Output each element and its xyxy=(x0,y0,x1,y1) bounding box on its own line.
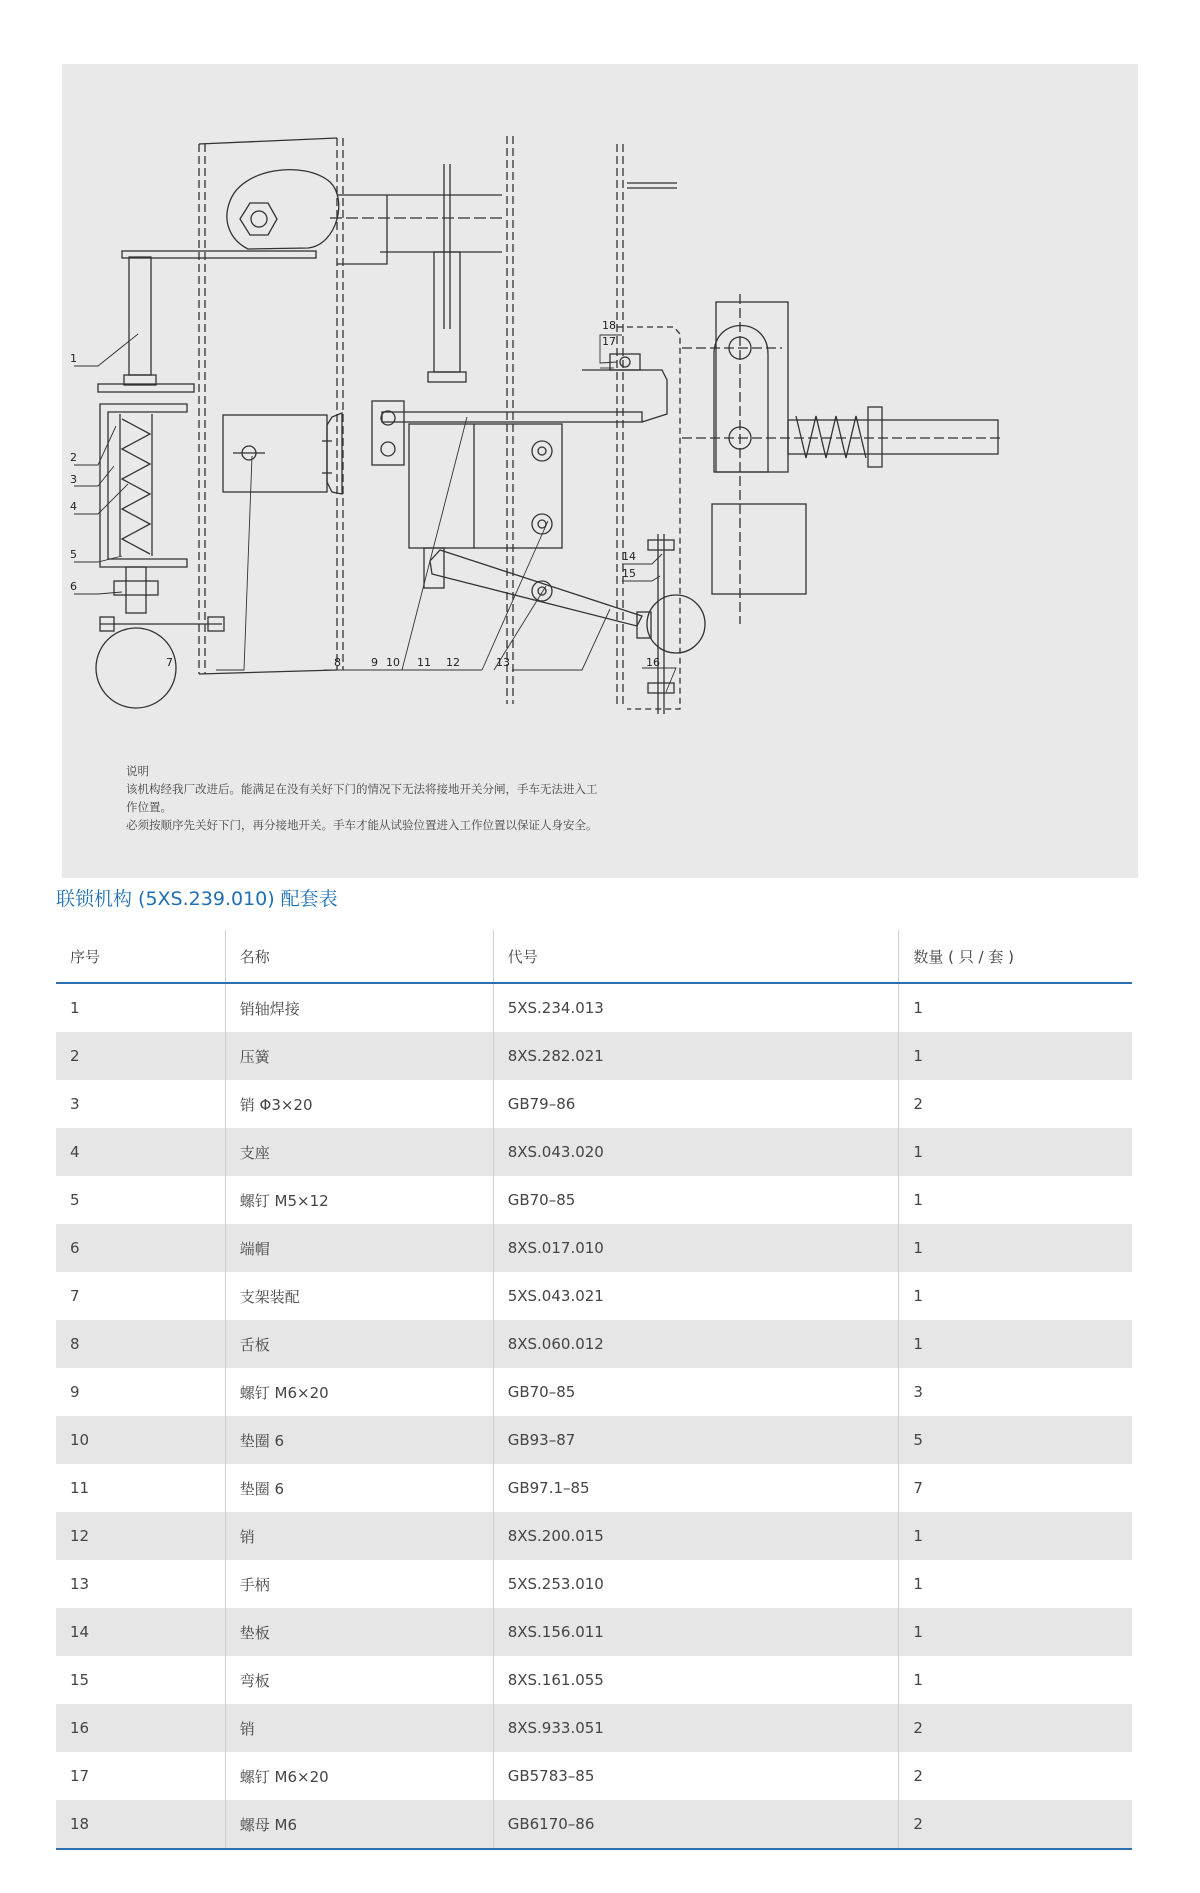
cell-code: GB97.1–85 xyxy=(493,1464,899,1512)
table-row xyxy=(56,1224,1132,1272)
cell-quantity: 2 xyxy=(899,1800,1132,1849)
cell-index: 10 xyxy=(56,1416,225,1464)
cell-index: 11 xyxy=(70,1479,90,1497)
callout-numbers xyxy=(70,319,660,669)
table-row xyxy=(56,1608,1132,1656)
callout-2: 2 xyxy=(70,451,77,464)
table-row xyxy=(56,1464,1132,1512)
cell-code: 5XS.253.010 xyxy=(493,1560,899,1608)
cell-name: 销 xyxy=(225,1512,493,1560)
table-row xyxy=(56,1656,1132,1704)
cell-code: 8XS.161.055 xyxy=(493,1656,899,1704)
cell-name: 螺钉 M5×12 xyxy=(225,1176,493,1224)
notes-line-3: 必须按顺序先关好下门，再分接地开关。手车才能从试验位置进入工作位置以保证人身安全。 xyxy=(126,818,598,832)
table-row xyxy=(56,1176,1132,1224)
technical-drawing-panel xyxy=(62,64,1138,878)
cell-index: 1 xyxy=(70,999,80,1017)
cell-name: 支架装配 xyxy=(225,1272,493,1320)
cell-code: 8XS.156.011 xyxy=(493,1608,899,1656)
cell-index: 8 xyxy=(56,1320,225,1368)
callout-1: 1 xyxy=(70,352,77,365)
cell-quantity: 1 xyxy=(899,1656,1132,1704)
interlock-mechanism-drawing xyxy=(62,64,1138,878)
callout-12: 12 xyxy=(446,656,460,669)
cell-code: 8XS.060.012 xyxy=(493,1320,899,1368)
table-row xyxy=(56,1752,1132,1800)
table-row xyxy=(56,1320,1132,1368)
drawing-notes xyxy=(126,762,746,834)
cell-quantity: 1 xyxy=(899,1224,1132,1272)
cell-name: 销轴焊接 xyxy=(225,983,493,1032)
callout-8: 8 xyxy=(334,656,341,669)
callout-15: 15 xyxy=(622,567,636,580)
parts-table xyxy=(56,930,1132,1850)
table-row xyxy=(56,1368,1132,1416)
callout-16: 16 xyxy=(646,656,660,669)
callout-7: 7 xyxy=(166,656,173,669)
cell-quantity: 1 xyxy=(899,1560,1132,1608)
cell-code: GB70–85 xyxy=(493,1368,899,1416)
cell-index: 18 xyxy=(56,1800,225,1849)
table-row xyxy=(56,1704,1132,1752)
cell-quantity: 1 xyxy=(899,1272,1132,1320)
cell-index: 7 xyxy=(70,1287,80,1305)
cell-code: 8XS.200.015 xyxy=(493,1512,899,1560)
table-row xyxy=(56,1416,1132,1464)
callout-18: 18 xyxy=(602,319,616,332)
cell-index: 13 xyxy=(70,1575,90,1593)
cell-name: 垫圈 6 xyxy=(225,1416,493,1464)
callout-6: 6 xyxy=(70,580,77,593)
callout-11: 11 xyxy=(417,656,431,669)
right-view xyxy=(682,294,1002,624)
cell-name: 垫圈 6 xyxy=(225,1464,493,1512)
cell-quantity: 1 xyxy=(899,1128,1132,1176)
cell-code: GB79–86 xyxy=(493,1080,899,1128)
cell-code: 8XS.282.021 xyxy=(493,1032,899,1080)
leader-lines xyxy=(74,334,676,692)
notes-heading: 说明 xyxy=(126,764,149,778)
cell-name: 销 xyxy=(225,1704,493,1752)
callout-14: 14 xyxy=(622,550,636,563)
cell-name: 端帽 xyxy=(225,1224,493,1272)
cell-quantity: 1 xyxy=(899,1320,1132,1368)
cell-index: 4 xyxy=(56,1128,225,1176)
cell-code: 8XS.017.010 xyxy=(493,1224,899,1272)
table-row xyxy=(56,1800,1132,1849)
notes-line-1: 该机构经我厂改进后。能满足在没有关好下门的情况下无法将接地开关分闸，手车无法进入工 xyxy=(126,782,598,796)
table-row xyxy=(56,1128,1132,1176)
callout-4: 4 xyxy=(70,500,77,513)
cell-name: 舌板 xyxy=(225,1320,493,1368)
cell-index: 9 xyxy=(70,1383,80,1401)
cell-code: GB5783–85 xyxy=(493,1752,899,1800)
left-assembly xyxy=(96,138,343,708)
cell-name: 弯板 xyxy=(225,1656,493,1704)
cell-index: 14 xyxy=(56,1608,225,1656)
cell-index: 12 xyxy=(56,1512,225,1560)
middle-assembly xyxy=(330,136,705,714)
cell-quantity: 2 xyxy=(899,1704,1132,1752)
cell-name: 螺钉 M6×20 xyxy=(225,1752,493,1800)
header-name: 名称 xyxy=(225,930,493,983)
cell-quantity: 2 xyxy=(899,1080,1132,1128)
cell-index: 15 xyxy=(70,1671,90,1689)
cell-index: 6 xyxy=(56,1224,225,1272)
table-header-row xyxy=(56,930,1132,983)
cell-code: 8XS.043.020 xyxy=(493,1128,899,1176)
table-row xyxy=(56,983,1132,1032)
cell-code: GB93–87 xyxy=(493,1416,899,1464)
callout-10: 10 xyxy=(386,656,400,669)
cell-name: 销 Φ3×20 xyxy=(225,1080,493,1128)
header-quantity: 数量 ( 只 / 套 ) xyxy=(899,930,1132,983)
header-index: 序号 xyxy=(56,930,225,983)
cell-name: 螺钉 M6×20 xyxy=(225,1368,493,1416)
cell-code: 8XS.933.051 xyxy=(493,1704,899,1752)
cell-quantity: 1 xyxy=(899,1512,1132,1560)
callout-13: 13 xyxy=(496,656,510,669)
callout-17: 17 xyxy=(602,335,616,348)
cell-code: 5XS.234.013 xyxy=(493,983,899,1032)
cell-index: 5 xyxy=(70,1191,80,1209)
cell-quantity: 7 xyxy=(899,1464,1132,1512)
header-code: 代号 xyxy=(493,930,899,983)
cell-name: 压簧 xyxy=(225,1032,493,1080)
cell-quantity: 2 xyxy=(899,1752,1132,1800)
cell-quantity: 3 xyxy=(899,1368,1132,1416)
callout-3: 3 xyxy=(70,473,77,486)
cell-quantity: 1 xyxy=(899,983,1132,1032)
cell-name: 支座 xyxy=(225,1128,493,1176)
parts-table-body xyxy=(56,983,1132,1849)
table-row xyxy=(56,1560,1132,1608)
table-row xyxy=(56,1272,1132,1320)
cell-name: 垫板 xyxy=(225,1608,493,1656)
cell-quantity: 5 xyxy=(899,1416,1132,1464)
cell-name: 手柄 xyxy=(225,1560,493,1608)
cell-code: GB70–85 xyxy=(493,1176,899,1224)
cell-quantity: 1 xyxy=(899,1608,1132,1656)
notes-line-2: 作位置。 xyxy=(126,800,172,814)
cell-quantity: 1 xyxy=(899,1032,1132,1080)
callout-9: 9 xyxy=(371,656,378,669)
cell-name: 螺母 M6 xyxy=(225,1800,493,1849)
table-row xyxy=(56,1080,1132,1128)
cell-code: 5XS.043.021 xyxy=(493,1272,899,1320)
cell-index: 3 xyxy=(70,1095,80,1113)
cell-index: 2 xyxy=(56,1032,225,1080)
cell-code: GB6170–86 xyxy=(493,1800,899,1849)
table-row xyxy=(56,1032,1132,1080)
cell-index: 17 xyxy=(70,1767,90,1785)
table-title: 联锁机构 (5XS.239.010) 配套表 xyxy=(56,888,338,910)
table-row xyxy=(56,1512,1132,1560)
cell-index: 16 xyxy=(56,1704,225,1752)
cell-quantity: 1 xyxy=(899,1176,1132,1224)
callout-5: 5 xyxy=(70,548,77,561)
